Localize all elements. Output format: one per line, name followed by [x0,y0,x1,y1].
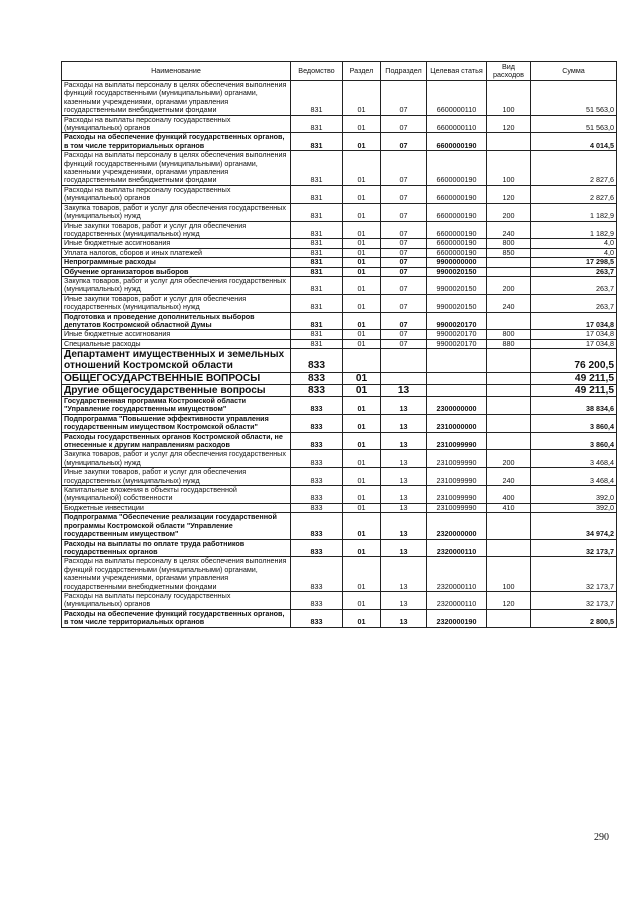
row-dept: 833 [291,468,343,486]
row-name: Расходы на выплаты персоналу в целях обеспечения выполнения функций государственными (муниципальными) органами, казенными учреждениями, органами управления государственными внебюджетными фондами [62,557,291,592]
row-target: 2320000190 [427,609,487,627]
row-section: 01 [343,557,381,592]
row-dept: 833 [291,384,343,396]
row-name: Закупка товаров, работ и услуг для обеспечения государственных (муниципальных) нужд [62,450,291,468]
row-dept: 833 [291,503,343,512]
row-dept: 831 [291,115,343,133]
row-sum: 1 182,9 [531,221,617,239]
row-sum: 51 563,0 [531,81,617,116]
row-exptype [487,267,531,276]
row-exptype: 100 [487,151,531,186]
row-name: Расходы на выплаты персоналу государственных (муниципальных) органов [62,185,291,203]
header-sum: Сумма [531,62,617,81]
row-exptype: 850 [487,248,531,257]
row-exptype: 410 [487,503,531,512]
row-section: 01 [343,312,381,330]
row-name: Иные бюджетные ассигнования [62,330,291,339]
row-name: Расходы на выплаты персоналу в целях обеспечения выполнения функций государственными (муниципальными) органами, казенными учреждениями, органами управления государственными внебюджетными фондами [62,151,291,186]
row-sum: 32 173,7 [531,591,617,609]
table-row [62,384,617,396]
row-sum: 3 860,4 [531,432,617,450]
row-dept: 833 [291,397,343,415]
row-sum: 34 974,2 [531,513,617,539]
row-section: 01 [343,151,381,186]
row-dept: 833 [291,432,343,450]
row-sum: 49 211,5 [531,372,617,384]
row-exptype [487,432,531,450]
row-name: Государственная программа Костромской области "Управление государственным имуществом" [62,397,291,415]
row-target: 6600000190 [427,133,487,151]
row-target: 2320000110 [427,539,487,557]
table-row [62,539,617,557]
row-sum: 263,7 [531,267,617,276]
row-sum: 263,7 [531,294,617,312]
row-name: Иные закупки товаров, работ и услуг для обеспечения государственных (муниципальных) нужд [62,468,291,486]
row-sum: 32 173,7 [531,539,617,557]
row-target: 2310099990 [427,432,487,450]
row-section: 01 [343,330,381,339]
row-name: ОБЩЕГОСУДАРСТВЕННЫЕ ВОПРОСЫ [62,372,291,384]
row-section: 01 [343,133,381,151]
row-section: 01 [343,339,381,348]
row-name: Расходы на выплаты по оплате труда работников государственных органов [62,539,291,557]
row-sum: 38 834,6 [531,397,617,415]
row-sum: 49 211,5 [531,384,617,396]
row-subsection: 07 [381,248,427,257]
row-dept: 833 [291,450,343,468]
row-dept: 831 [291,248,343,257]
row-exptype [487,414,531,432]
row-name: Расходы на выплаты персоналу государственных (муниципальных) органов [62,591,291,609]
row-name: Другие общегосударственные вопросы [62,384,291,396]
row-exptype: 240 [487,294,531,312]
row-name: Расходы государственных органов Костромской области, не отнесенные к другим направлениям расходов [62,432,291,450]
row-subsection: 13 [381,432,427,450]
row-target: 2320000000 [427,513,487,539]
row-section: 01 [343,414,381,432]
row-dept: 833 [291,591,343,609]
header-name: Наименование [62,62,291,81]
header-dept: Ведомство [291,62,343,81]
row-exptype [487,312,531,330]
row-sum: 51 563,0 [531,115,617,133]
row-dept: 831 [291,312,343,330]
row-name: Закупка товаров, работ и услуг для обеспечения государственных (муниципальных) нужд [62,203,291,221]
table-row [62,450,617,468]
row-exptype: 800 [487,330,531,339]
table-row [62,133,617,151]
row-name: Непрограммные расходы [62,258,291,267]
row-dept: 831 [291,221,343,239]
row-dept: 831 [291,239,343,248]
table-row [62,486,617,504]
row-section: 01 [343,513,381,539]
row-subsection: 07 [381,294,427,312]
row-target [427,349,487,372]
row-section: 01 [343,468,381,486]
row-exptype [487,133,531,151]
row-exptype: 100 [487,557,531,592]
row-sum: 76 200,5 [531,349,617,372]
row-section: 01 [343,276,381,294]
table-row [62,81,617,116]
row-subsection: 07 [381,330,427,339]
row-exptype: 120 [487,591,531,609]
row-target: 2310000000 [427,414,487,432]
row-subsection: 07 [381,151,427,186]
row-subsection: 13 [381,591,427,609]
row-exptype: 240 [487,221,531,239]
row-name: Подготовка и проведение дополнительных выборов депутатов Костромской областной Думы [62,312,291,330]
row-name: Расходы на обеспечение функций государственных органов, в том числе территориальных органов [62,133,291,151]
row-subsection: 07 [381,267,427,276]
table-row [62,432,617,450]
table-row [62,221,617,239]
row-name: Капитальные вложения в объекты государственной (муниципальной) собственности [62,486,291,504]
row-dept: 833 [291,349,343,372]
row-sum: 4,0 [531,248,617,257]
row-name: Расходы на обеспечение функций государственных органов, в том числе территориальных органов [62,609,291,627]
table-row [62,203,617,221]
row-exptype: 120 [487,185,531,203]
row-target: 9900020150 [427,294,487,312]
row-name: Специальные расходы [62,339,291,348]
row-subsection: 13 [381,397,427,415]
row-target: 6600000190 [427,248,487,257]
row-subsection: 07 [381,115,427,133]
row-section: 01 [343,267,381,276]
row-sum: 2 827,6 [531,185,617,203]
row-section: 01 [343,432,381,450]
row-target: 6600000190 [427,221,487,239]
row-target: 6600000110 [427,81,487,116]
row-exptype: 100 [487,81,531,116]
table-row [62,414,617,432]
row-dept: 831 [291,330,343,339]
table-row [62,294,617,312]
row-section: 01 [343,81,381,116]
row-exptype [487,609,531,627]
row-target: 2310099990 [427,468,487,486]
row-subsection [381,372,427,384]
row-subsection: 13 [381,384,427,396]
row-sum: 3 468,4 [531,450,617,468]
row-target [427,372,487,384]
row-dept: 831 [291,151,343,186]
table-row [62,185,617,203]
row-target: 6600000190 [427,239,487,248]
row-exptype [487,397,531,415]
row-exptype [487,539,531,557]
row-dept: 831 [291,203,343,221]
row-target: 6600000110 [427,115,487,133]
row-sum: 17 034,8 [531,330,617,339]
row-name: Расходы на выплаты персоналу государственных (муниципальных) органов [62,115,291,133]
row-name: Иные закупки товаров, работ и услуг для обеспечения государственных (муниципальных) нужд [62,294,291,312]
table-row [62,151,617,186]
row-target: 2320000110 [427,557,487,592]
table-row [62,349,617,372]
row-dept: 831 [291,258,343,267]
row-target [427,384,487,396]
row-subsection: 13 [381,414,427,432]
row-section: 01 [343,185,381,203]
row-dept: 833 [291,539,343,557]
row-exptype [487,372,531,384]
row-exptype [487,349,531,372]
row-dept: 833 [291,513,343,539]
table-row [62,372,617,384]
row-subsection: 07 [381,239,427,248]
row-section: 01 [343,591,381,609]
row-exptype: 200 [487,276,531,294]
row-sum: 17 034,8 [531,312,617,330]
row-section: 01 [343,450,381,468]
row-sum: 2 800,5 [531,609,617,627]
row-exptype: 800 [487,239,531,248]
row-dept: 831 [291,339,343,348]
table-row [62,239,617,248]
row-sum: 263,7 [531,276,617,294]
row-target: 9900020170 [427,339,487,348]
table-row [62,557,617,592]
row-exptype: 200 [487,203,531,221]
row-target: 9900020150 [427,276,487,294]
table-row [62,609,617,627]
row-section: 01 [343,248,381,257]
row-exptype: 200 [487,450,531,468]
row-section: 01 [343,397,381,415]
header-section: Раздел [343,62,381,81]
budget-table [61,61,617,628]
row-sum: 17 298,5 [531,258,617,267]
table-row [62,591,617,609]
table-row [62,330,617,339]
row-dept: 833 [291,557,343,592]
table-row [62,513,617,539]
row-section: 01 [343,258,381,267]
row-sum: 2 827,6 [531,151,617,186]
row-target: 6600000190 [427,203,487,221]
row-section: 01 [343,539,381,557]
row-name: Закупка товаров, работ и услуг для обеспечения государственных (муниципальных) нужд [62,276,291,294]
row-dept: 833 [291,486,343,504]
row-dept: 831 [291,267,343,276]
row-target: 9900000000 [427,258,487,267]
row-dept: 831 [291,276,343,294]
row-exptype: 240 [487,468,531,486]
row-section: 01 [343,372,381,384]
row-section: 01 [343,486,381,504]
row-section: 01 [343,503,381,512]
row-sum: 3 860,4 [531,414,617,432]
table-row [62,503,617,512]
row-subsection: 07 [381,339,427,348]
row-dept: 833 [291,609,343,627]
row-section: 01 [343,115,381,133]
row-name: Подпрограмма "Обеспечение реализации государственной программы Костромской области "Управление государственным имуществом" [62,513,291,539]
row-target: 9900020150 [427,267,487,276]
row-subsection: 13 [381,503,427,512]
row-name: Департамент имущественных и земельных отношений Костромской области [62,349,291,372]
row-target: 2320000110 [427,591,487,609]
row-exptype [487,258,531,267]
row-target: 2300000000 [427,397,487,415]
row-section: 01 [343,384,381,396]
row-name: Иные бюджетные ассигнования [62,239,291,248]
row-sum: 4,0 [531,239,617,248]
row-exptype [487,384,531,396]
row-name: Бюджетные инвестиции [62,503,291,512]
row-target: 2310099990 [427,486,487,504]
header-subsection: Подраздел [381,62,427,81]
row-dept: 831 [291,81,343,116]
row-dept: 831 [291,133,343,151]
row-subsection: 13 [381,539,427,557]
row-section: 01 [343,239,381,248]
row-dept: 833 [291,372,343,384]
row-subsection: 07 [381,312,427,330]
row-exptype: 120 [487,115,531,133]
row-section: 01 [343,294,381,312]
header-target: Целевая статья [427,62,487,81]
row-target: 6600000190 [427,185,487,203]
row-sum: 3 468,4 [531,468,617,486]
row-section: 01 [343,609,381,627]
row-subsection: 13 [381,468,427,486]
row-dept: 831 [291,185,343,203]
row-target: 6600000190 [427,151,487,186]
row-section [343,349,381,372]
row-exptype: 880 [487,339,531,348]
row-sum: 32 173,7 [531,557,617,592]
row-name: Расходы на выплаты персоналу в целях обеспечения выполнения функций государственными (муниципальными) органами, казенными учреждениями, органами управления государственными внебюджетными фондами [62,81,291,116]
row-section: 01 [343,221,381,239]
row-subsection: 13 [381,557,427,592]
table-row [62,248,617,257]
table-row [62,276,617,294]
row-exptype [487,513,531,539]
row-subsection: 13 [381,513,427,539]
row-target: 9900020170 [427,330,487,339]
table-row [62,267,617,276]
row-subsection: 07 [381,185,427,203]
row-target: 2310099990 [427,503,487,512]
row-exptype: 400 [487,486,531,504]
table-header-row [62,62,617,81]
row-subsection: 07 [381,276,427,294]
table-row [62,468,617,486]
page-number: 290 [594,832,609,843]
row-section: 01 [343,203,381,221]
row-dept: 831 [291,294,343,312]
row-subsection: 07 [381,221,427,239]
row-name: Подпрограмма "Повышение эффективности управления государственным имуществом Костромской области" [62,414,291,432]
table-row [62,312,617,330]
table-row [62,115,617,133]
row-sum: 1 182,9 [531,203,617,221]
table-row [62,397,617,415]
row-name: Иные закупки товаров, работ и услуг для обеспечения государственных (муниципальных) нужд [62,221,291,239]
row-name: Обучение организаторов выборов [62,267,291,276]
row-subsection: 07 [381,133,427,151]
row-subsection: 13 [381,486,427,504]
row-dept: 833 [291,414,343,432]
row-sum: 392,0 [531,503,617,512]
row-target: 2310099990 [427,450,487,468]
row-subsection: 07 [381,81,427,116]
table-row [62,258,617,267]
row-subsection: 13 [381,450,427,468]
row-subsection: 07 [381,203,427,221]
row-subsection: 07 [381,258,427,267]
row-subsection [381,349,427,372]
row-sum: 4 014,5 [531,133,617,151]
row-sum: 392,0 [531,486,617,504]
row-subsection: 13 [381,609,427,627]
header-exptype: Вид расходов [487,62,531,81]
row-sum: 17 034,8 [531,339,617,348]
table-row [62,339,617,348]
row-target: 9900020170 [427,312,487,330]
row-name: Уплата налогов, сборов и иных платежей [62,248,291,257]
